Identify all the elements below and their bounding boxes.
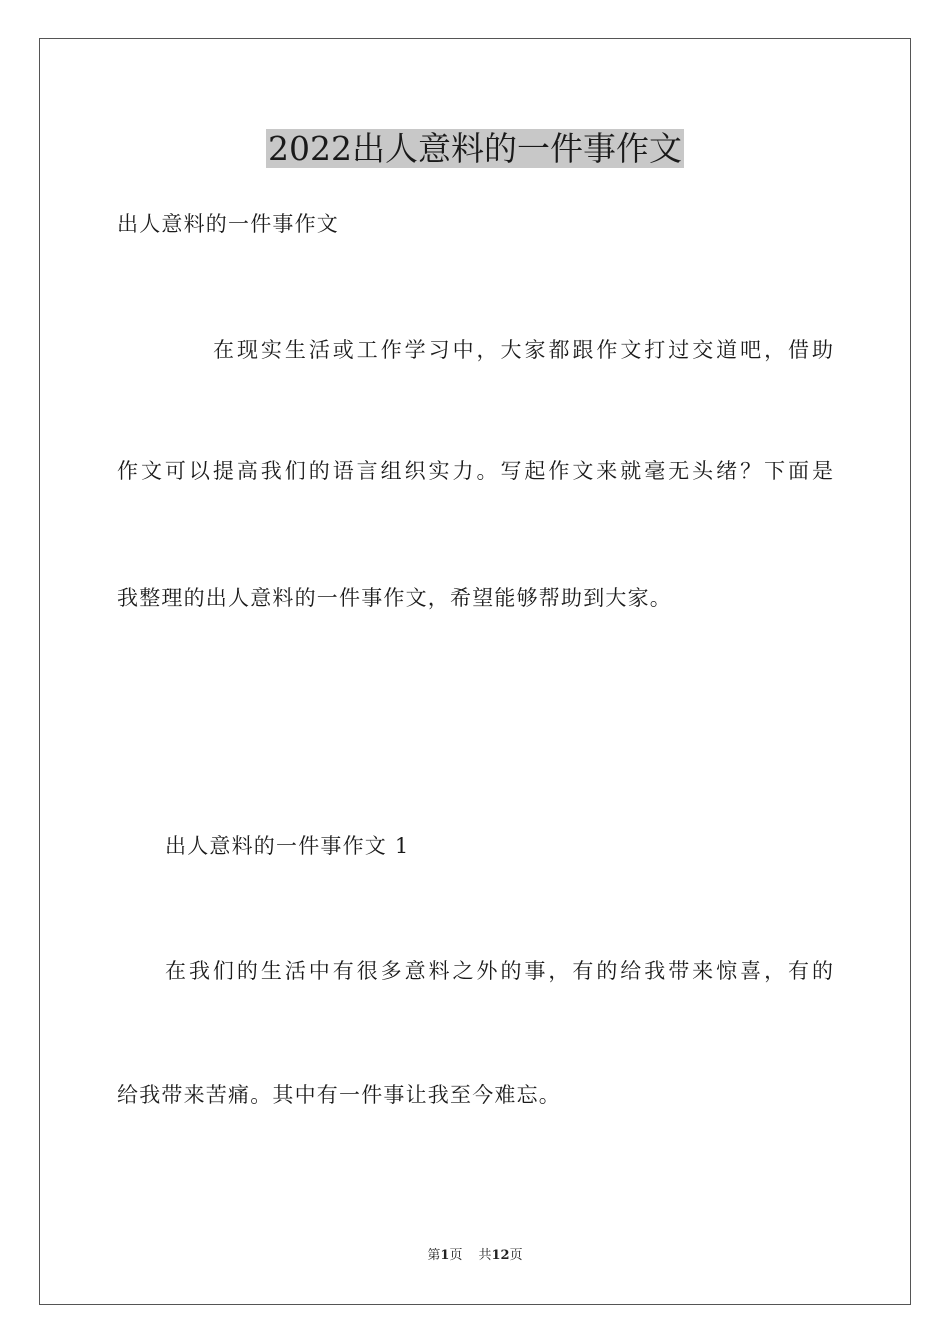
intro-line-1: 在现实生活或工作学习中，大家都跟作文打过交道吧，借助: [213, 338, 833, 362]
intro-line-3: 我整理的出人意料的一件事作文，希望能够帮助到大家。: [117, 586, 672, 610]
paragraph1-line-2: 给我带来苦痛。其中有一件事让我至今难忘。: [117, 1083, 561, 1107]
footer-page-suffix: 页: [449, 1248, 463, 1263]
footer-page-number: 1: [440, 1248, 450, 1263]
intro-line-2: 作文可以提高我们的语言组织实力。写起作文来就毫无头绪？下面是: [117, 459, 833, 483]
section-heading: 出人意料的一件事作文 1: [165, 834, 410, 858]
paragraph1-line-1: 在我们的生活中有很多意料之外的事，有的给我带来惊喜，有的: [165, 959, 833, 983]
document-subtitle: 出人意料的一件事作文: [117, 212, 339, 236]
footer-total-prefix: 共: [478, 1248, 492, 1263]
footer-total-suffix: 页: [509, 1248, 523, 1263]
page-footer: [0, 1247, 950, 1265]
footer-page-prefix: 第: [427, 1248, 441, 1263]
document-title-text: 2022出人意料的一件事作文: [268, 129, 682, 168]
footer-total-pages: 12: [491, 1248, 510, 1263]
document-title: [0, 126, 950, 172]
